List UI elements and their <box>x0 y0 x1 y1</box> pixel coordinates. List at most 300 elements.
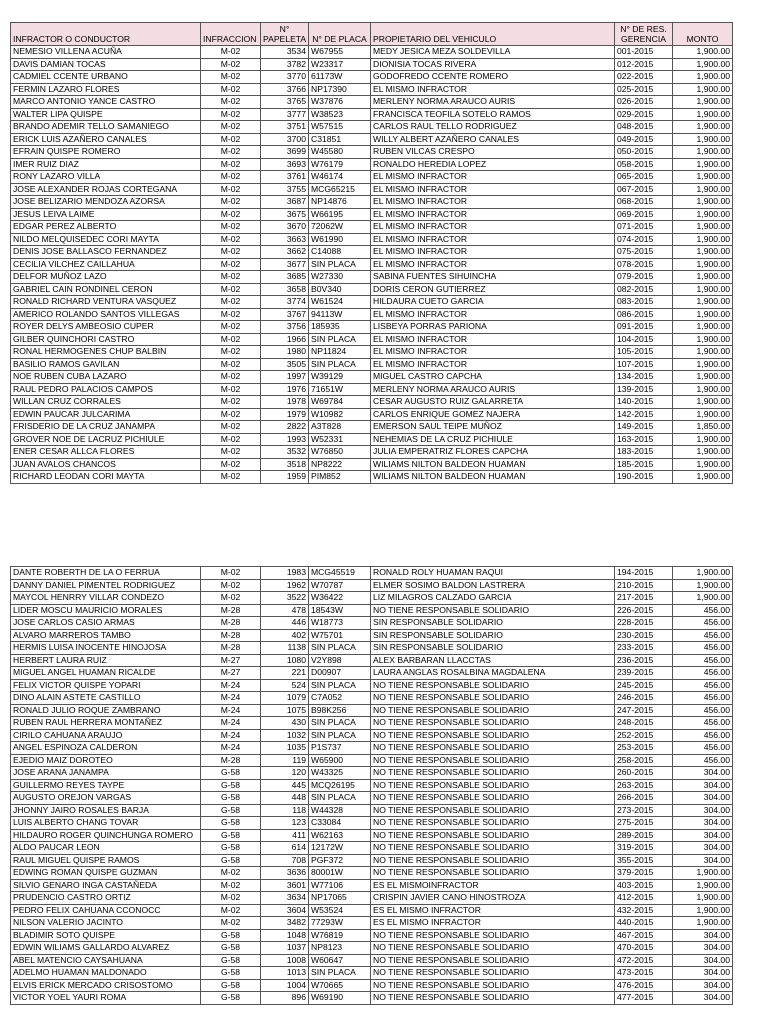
resolucion-cell: 236-2015 <box>615 654 673 667</box>
propietario-cell: NO TIENE RESPONSABLE SOLIDARIO <box>371 729 615 742</box>
papeleta-cell: 1048 <box>261 929 309 942</box>
propietario-cell: NEHEMIAS DE LA CRUZ PICHIULE <box>371 433 615 446</box>
propietario-cell: CARLOS ENRIQUE GOMEZ NAJERA <box>371 408 615 421</box>
resolucion-cell: 226-2015 <box>615 604 673 617</box>
papeleta-cell: 3662 <box>261 246 309 259</box>
monto-cell: 1,900.00 <box>673 183 733 196</box>
monto-cell: 1,900.00 <box>673 58 733 71</box>
monto-cell: 304.00 <box>673 942 733 955</box>
table-row <box>11 358 733 371</box>
conductor-cell: DENIS JOSE BALLASCO FERNANDEZ <box>11 246 201 259</box>
resolucion-cell: 104-2015 <box>615 333 673 346</box>
monto-cell: 1,900.00 <box>673 458 733 471</box>
papeleta-cell: 1979 <box>261 408 309 421</box>
resolucion-cell: 273-2015 <box>615 804 673 817</box>
propietario-cell: SABINA FUENTES SIHUINCHA <box>371 271 615 284</box>
placa-cell: MCG65215 <box>309 183 371 196</box>
monto-cell: 1,900.00 <box>673 158 733 171</box>
placa-cell: MCQ26195 <box>309 779 371 792</box>
infraccion-cell: M-02 <box>201 917 261 930</box>
placa-cell: NP14876 <box>309 196 371 209</box>
conductor-cell: FELIX VICTOR QUISPE YOPARI <box>11 679 201 692</box>
conductor-cell: EJEDIO MAIZ DOROTEO <box>11 754 201 767</box>
papeleta-cell: 3658 <box>261 283 309 296</box>
placa-cell: W61990 <box>309 233 371 246</box>
monto-cell: 456.00 <box>673 742 733 755</box>
propietario-cell: NO TIENE RESPONSABLE SOLIDARIO <box>371 967 615 980</box>
resolucion-cell: 091-2015 <box>615 321 673 334</box>
infraccion-cell: M-02 <box>201 146 261 159</box>
papeleta-cell: 1966 <box>261 333 309 346</box>
monto-cell: 304.00 <box>673 767 733 780</box>
monto-cell: 456.00 <box>673 604 733 617</box>
infraccion-cell: M-02 <box>201 371 261 384</box>
resolucion-cell: 058-2015 <box>615 158 673 171</box>
fines-table-bottom-body <box>11 567 733 1005</box>
propietario-cell: GODOFREDO CCENTE ROMERO <box>371 71 615 84</box>
monto-cell: 1,900.00 <box>673 358 733 371</box>
monto-cell: 456.00 <box>673 679 733 692</box>
propietario-cell: EL MISMO INFRACTOR <box>371 221 615 234</box>
placa-cell: 80001W <box>309 867 371 880</box>
resolucion-cell: 247-2015 <box>615 704 673 717</box>
propietario-cell: EL MISMO INFRACTOR <box>371 183 615 196</box>
conductor-cell: ABEL MATENCIO CAYSAHUANA <box>11 954 201 967</box>
papeleta-cell: 478 <box>261 604 309 617</box>
table-row <box>11 408 733 421</box>
table-row <box>11 183 733 196</box>
propietario-cell: NO TIENE RESPONSABLE SOLIDARIO <box>371 679 615 692</box>
resolucion-cell: 048-2015 <box>615 121 673 134</box>
monto-cell: 1,900.00 <box>673 71 733 84</box>
table-row <box>11 258 733 271</box>
conductor-cell: VICTOR YOEL YAURI ROMA <box>11 992 201 1005</box>
resolucion-cell: 239-2015 <box>615 667 673 680</box>
papeleta-cell: 3687 <box>261 196 309 209</box>
resolucion-cell: 260-2015 <box>615 767 673 780</box>
monto-cell: 304.00 <box>673 929 733 942</box>
table-row <box>11 867 733 880</box>
monto-cell: 304.00 <box>673 804 733 817</box>
infraccion-cell: M-02 <box>201 396 261 409</box>
resolucion-cell: 252-2015 <box>615 729 673 742</box>
conductor-cell: ANGEL ESPINOZA CALDERON <box>11 742 201 755</box>
table-row <box>11 692 733 705</box>
resolucion-cell: 403-2015 <box>615 879 673 892</box>
conductor-cell: ROYER DELYS AMBEOSIO CUPER <box>11 321 201 334</box>
resolucion-cell: 266-2015 <box>615 792 673 805</box>
resolucion-cell: 069-2015 <box>615 208 673 221</box>
table-row <box>11 904 733 917</box>
propietario-cell: NO TIENE RESPONSABLE SOLIDARIO <box>371 742 615 755</box>
papeleta-cell: 1080 <box>261 654 309 667</box>
resolucion-cell: 210-2015 <box>615 579 673 592</box>
infraccion-cell: M-02 <box>201 108 261 121</box>
resolucion-cell: 467-2015 <box>615 929 673 942</box>
propietario-cell: HILDAURA CUETO GARCIA <box>371 296 615 309</box>
placa-cell: W69784 <box>309 396 371 409</box>
papeleta-cell: 3770 <box>261 71 309 84</box>
conductor-cell: DANTE ROBERTH DE LA O FERRUA <box>11 567 201 580</box>
table-row <box>11 321 733 334</box>
monto-cell: 456.00 <box>673 629 733 642</box>
papeleta-cell: 3755 <box>261 183 309 196</box>
header-papeleta: N° PAPELETA <box>261 23 309 46</box>
monto-cell: 1,900.00 <box>673 321 733 334</box>
conductor-cell: LIDER MOSCU MAURICIO MORALES <box>11 604 201 617</box>
propietario-cell: ES EL MISMO INFRACTOR <box>371 904 615 917</box>
infraccion-cell: M-02 <box>201 471 261 484</box>
table-row <box>11 792 733 805</box>
resolucion-cell: 477-2015 <box>615 992 673 1005</box>
table-row <box>11 804 733 817</box>
fines-table-bottom <box>10 566 733 1005</box>
infraccion-cell: M-24 <box>201 704 261 717</box>
papeleta-cell: 1980 <box>261 346 309 359</box>
infraccion-cell: M-02 <box>201 208 261 221</box>
table-row <box>11 729 733 742</box>
papeleta-cell: 3699 <box>261 146 309 159</box>
papeleta-cell: 3693 <box>261 158 309 171</box>
propietario-cell: LISBEYA PORRAS PARIONA <box>371 321 615 334</box>
monto-cell: 1,900.00 <box>673 471 733 484</box>
conductor-cell: NOE RUBEN CUBA LAZARO <box>11 371 201 384</box>
monto-cell: 1,900.00 <box>673 83 733 96</box>
placa-cell: SIN PLACA <box>309 358 371 371</box>
propietario-cell: NO TIENE RESPONSABLE SOLIDARIO <box>371 754 615 767</box>
conductor-cell: RONAL HERMOGENES CHUP BALBIN <box>11 346 201 359</box>
placa-cell: SIN PLACA <box>309 642 371 655</box>
resolucion-cell: 319-2015 <box>615 842 673 855</box>
infraccion-cell: M-02 <box>201 233 261 246</box>
placa-cell: B98K256 <box>309 704 371 717</box>
placa-cell: W60647 <box>309 954 371 967</box>
monto-cell: 1,900.00 <box>673 371 733 384</box>
infraccion-cell: M-02 <box>201 383 261 396</box>
placa-cell: W27330 <box>309 271 371 284</box>
conductor-cell: EDGAR PEREZ ALBERTO <box>11 221 201 234</box>
placa-cell: W75701 <box>309 629 371 642</box>
resolucion-cell: 050-2015 <box>615 146 673 159</box>
monto-cell: 304.00 <box>673 954 733 967</box>
infraccion-cell: M-02 <box>201 408 261 421</box>
conductor-cell: AUGUSTO OREJON VARGAS <box>11 792 201 805</box>
placa-cell: PGF372 <box>309 854 371 867</box>
monto-cell: 304.00 <box>673 842 733 855</box>
resolucion-cell: 074-2015 <box>615 233 673 246</box>
placa-cell: 61173W <box>309 71 371 84</box>
propietario-cell: FRANCISCA TEOFILA SOTELO RAMOS <box>371 108 615 121</box>
propietario-cell: EL MISMO INFRACTOR <box>371 346 615 359</box>
conductor-cell: GILBER QUINCHORI CASTRO <box>11 333 201 346</box>
resolucion-cell: 289-2015 <box>615 829 673 842</box>
table-row <box>11 171 733 184</box>
infraccion-cell: M-02 <box>201 183 261 196</box>
papeleta-cell: 120 <box>261 767 309 780</box>
resolucion-cell: 083-2015 <box>615 296 673 309</box>
papeleta-cell: 3700 <box>261 133 309 146</box>
header-propietario: PROPIETARIO DEL VEHICULO <box>371 23 615 46</box>
propietario-cell: NO TIENE RESPONSABLE SOLIDARIO <box>371 929 615 942</box>
placa-cell: W76819 <box>309 929 371 942</box>
monto-cell: 1,900.00 <box>673 208 733 221</box>
papeleta-cell: 2822 <box>261 421 309 434</box>
infraccion-cell: M-02 <box>201 879 261 892</box>
placa-cell: W43325 <box>309 767 371 780</box>
conductor-cell: NEMESIO VILLENA ACUÑA <box>11 46 201 59</box>
conductor-cell: ADELMO HUAMAN MALDONADO <box>11 967 201 980</box>
conductor-cell: CADMIEL CCENTE URBANO <box>11 71 201 84</box>
infraccion-cell: M-02 <box>201 567 261 580</box>
table-row <box>11 196 733 209</box>
papeleta-cell: 3601 <box>261 879 309 892</box>
resolucion-cell: 263-2015 <box>615 779 673 792</box>
monto-cell: 304.00 <box>673 779 733 792</box>
conductor-cell: DANNY DANIEL PIMENTEL RODRIGUEZ <box>11 579 201 592</box>
conductor-cell: GROVER NOE DE LACRUZ PICHIULE <box>11 433 201 446</box>
infraccion-cell: M-02 <box>201 196 261 209</box>
table-row <box>11 754 733 767</box>
papeleta-cell: 1035 <box>261 742 309 755</box>
papeleta-cell: 1037 <box>261 942 309 955</box>
infraccion-cell: G-58 <box>201 792 261 805</box>
papeleta-cell: 3774 <box>261 296 309 309</box>
fines-table-top-body <box>11 23 733 484</box>
conductor-cell: ELVIS ERICK MERCADO CRISOSTOMO <box>11 979 201 992</box>
resolucion-cell: 470-2015 <box>615 942 673 955</box>
resolucion-cell: 183-2015 <box>615 446 673 459</box>
infraccion-cell: G-58 <box>201 979 261 992</box>
table-row <box>11 579 733 592</box>
monto-cell: 1,900.00 <box>673 867 733 880</box>
infraccion-cell: M-02 <box>201 221 261 234</box>
conductor-cell: EDWIN PAUCAR JULCARIMA <box>11 408 201 421</box>
papeleta-cell: 3670 <box>261 221 309 234</box>
propietario-cell: EL MISMO INFRACTOR <box>371 208 615 221</box>
infraccion-cell: G-58 <box>201 992 261 1005</box>
monto-cell: 1,900.00 <box>673 904 733 917</box>
propietario-cell: NO TIENE RESPONSABLE SOLIDARIO <box>371 992 615 1005</box>
header-placa: N° DE PLACA <box>309 23 371 46</box>
table-row <box>11 208 733 221</box>
infraccion-cell: G-58 <box>201 954 261 967</box>
table-row <box>11 642 733 655</box>
monto-cell: 456.00 <box>673 729 733 742</box>
propietario-cell: NO TIENE RESPONSABLE SOLIDARIO <box>371 942 615 955</box>
propietario-cell: MIGUEL CASTRO CAPCHA <box>371 371 615 384</box>
conductor-cell: DELFOR MUÑOZ LAZO <box>11 271 201 284</box>
papeleta-cell: 411 <box>261 829 309 842</box>
infraccion-cell: G-58 <box>201 804 261 817</box>
infraccion-cell: M-27 <box>201 667 261 680</box>
monto-cell: 456.00 <box>673 654 733 667</box>
resolucion-cell: 473-2015 <box>615 967 673 980</box>
placa-cell: SIN PLACA <box>309 333 371 346</box>
monto-cell: 1,900.00 <box>673 121 733 134</box>
monto-cell: 1,900.00 <box>673 271 733 284</box>
table-row <box>11 779 733 792</box>
conductor-cell: ENER CESAR ALLCA FLORES <box>11 446 201 459</box>
conductor-cell: JOSE CARLOS CASIO ARMAS <box>11 617 201 630</box>
conductor-cell: IMER RUIZ DIAZ <box>11 158 201 171</box>
resolucion-cell: 355-2015 <box>615 854 673 867</box>
infraccion-cell: M-02 <box>201 96 261 109</box>
placa-cell: PIM852 <box>309 471 371 484</box>
conductor-cell: JOSE ALEXANDER ROJAS CORTEGANA <box>11 183 201 196</box>
infraccion-cell: M-28 <box>201 642 261 655</box>
resolucion-cell: 163-2015 <box>615 433 673 446</box>
placa-cell: W62163 <box>309 829 371 842</box>
propietario-cell: SIN RESPONSABLE SOLIDARIO <box>371 642 615 655</box>
infraccion-cell: M-02 <box>201 46 261 59</box>
infraccion-cell: M-02 <box>201 258 261 271</box>
monto-cell: 1,900.00 <box>673 133 733 146</box>
placa-cell: W66195 <box>309 208 371 221</box>
propietario-cell: CRISPIN JAVIER CANO HINOSTROZA <box>371 892 615 905</box>
infraccion-cell: M-02 <box>201 283 261 296</box>
placa-cell: 185935 <box>309 321 371 334</box>
infraccion-cell: M-02 <box>201 579 261 592</box>
papeleta-cell: 3534 <box>261 46 309 59</box>
propietario-cell: NO TIENE RESPONSABLE SOLIDARIO <box>371 717 615 730</box>
infraccion-cell: M-27 <box>201 654 261 667</box>
resolucion-cell: 067-2015 <box>615 183 673 196</box>
infraccion-cell: M-02 <box>201 271 261 284</box>
resolucion-cell: 472-2015 <box>615 954 673 967</box>
propietario-cell: NO TIENE RESPONSABLE SOLIDARIO <box>371 604 615 617</box>
papeleta-cell: 3505 <box>261 358 309 371</box>
conductor-cell: NILDO MELQUISEDEC CORI MAYTA <box>11 233 201 246</box>
header-monto: MONTO <box>673 23 733 46</box>
papeleta-cell: 3518 <box>261 458 309 471</box>
infraccion-cell: G-58 <box>201 767 261 780</box>
monto-cell: 1,900.00 <box>673 592 733 605</box>
propietario-cell: EMERSON SAUL TEIPE MUÑOZ <box>371 421 615 434</box>
resolucion-cell: 065-2015 <box>615 171 673 184</box>
placa-cell: SIN PLACA <box>309 729 371 742</box>
conductor-cell: LUIS ALBERTO CHANG TOVAR <box>11 817 201 830</box>
conductor-cell: ERICK LUIS AZAÑERO CANALES <box>11 133 201 146</box>
placa-cell: C31851 <box>309 133 371 146</box>
header-conductor: INFRACTOR O CONDUCTOR <box>11 23 201 46</box>
table-row <box>11 654 733 667</box>
placa-cell: W23317 <box>309 58 371 71</box>
resolucion-cell: 440-2015 <box>615 917 673 930</box>
propietario-cell: WILLY ALBERT AZAÑERO CANALES <box>371 133 615 146</box>
table-row <box>11 704 733 717</box>
monto-cell: 456.00 <box>673 617 733 630</box>
placa-cell: W37876 <box>309 96 371 109</box>
papeleta-cell: 3636 <box>261 867 309 880</box>
table-row <box>11 829 733 842</box>
resolucion-cell: 078-2015 <box>615 258 673 271</box>
table-row <box>11 929 733 942</box>
propietario-cell: NO TIENE RESPONSABLE SOLIDARIO <box>371 829 615 842</box>
resolucion-cell: 049-2015 <box>615 133 673 146</box>
propietario-cell: JULIA EMPERATRIZ FLORES CAPCHA <box>371 446 615 459</box>
infraccion-cell: M-24 <box>201 692 261 705</box>
propietario-cell: MEDY JESICA MEZA SOLDEVILLA <box>371 46 615 59</box>
placa-cell: 72062W <box>309 221 371 234</box>
papeleta-cell: 1013 <box>261 967 309 980</box>
placa-cell: NP8222 <box>309 458 371 471</box>
monto-cell: 304.00 <box>673 992 733 1005</box>
table-row <box>11 679 733 692</box>
monto-cell: 456.00 <box>673 692 733 705</box>
papeleta-cell: 1004 <box>261 979 309 992</box>
propietario-cell: WILIAMS NILTON BALDEON HUAMAN <box>371 471 615 484</box>
propietario-cell: EL MISMO INFRACTOR <box>371 233 615 246</box>
table-row <box>11 954 733 967</box>
conductor-cell: RICHARD LEODAN CORI MAYTA <box>11 471 201 484</box>
monto-cell: 1,900.00 <box>673 233 733 246</box>
header-row <box>11 23 733 46</box>
propietario-cell: EL MISMO INFRACTOR <box>371 171 615 184</box>
monto-cell: 1,900.00 <box>673 917 733 930</box>
papeleta-cell: 524 <box>261 679 309 692</box>
conductor-cell: GABRIEL CAIN RONDINEL CERON <box>11 283 201 296</box>
papeleta-cell: 3532 <box>261 446 309 459</box>
table-row <box>11 96 733 109</box>
propietario-cell: WILIAMS NILTON BALDEON HUAMAN <box>371 458 615 471</box>
table-row <box>11 221 733 234</box>
table-row <box>11 767 733 780</box>
placa-cell: W61524 <box>309 296 371 309</box>
header-infraccion: INFRACCION <box>201 23 261 46</box>
placa-cell: W76850 <box>309 446 371 459</box>
resolucion-cell: 217-2015 <box>615 592 673 605</box>
placa-cell: C7A052 <box>309 692 371 705</box>
placa-cell: B0V340 <box>309 283 371 296</box>
infraccion-cell: M-02 <box>201 904 261 917</box>
papeleta-cell: 1978 <box>261 396 309 409</box>
fines-table-top <box>10 22 733 484</box>
infraccion-cell: M-02 <box>201 71 261 84</box>
resolucion-cell: 275-2015 <box>615 817 673 830</box>
conductor-cell: FERMIN LAZARO FLORES <box>11 83 201 96</box>
propietario-cell: NO TIENE RESPONSABLE SOLIDARIO <box>371 817 615 830</box>
infraccion-cell: M-02 <box>201 421 261 434</box>
monto-cell: 1,900.00 <box>673 892 733 905</box>
propietario-cell: NO TIENE RESPONSABLE SOLIDARIO <box>371 954 615 967</box>
resolucion-cell: 071-2015 <box>615 221 673 234</box>
resolucion-cell: 230-2015 <box>615 629 673 642</box>
monto-cell: 1,900.00 <box>673 146 733 159</box>
infraccion-cell: M-02 <box>201 433 261 446</box>
infraccion-cell: M-02 <box>201 58 261 71</box>
infraccion-cell: M-02 <box>201 358 261 371</box>
infraccion-cell: G-58 <box>201 817 261 830</box>
table-row <box>11 458 733 471</box>
table-row <box>11 146 733 159</box>
papeleta-cell: 3663 <box>261 233 309 246</box>
conductor-cell: MAYCOL HENRRY VILLAR CONDEZO <box>11 592 201 605</box>
resolucion-cell: 022-2015 <box>615 71 673 84</box>
propietario-cell: EL MISMO INFRACTOR <box>371 308 615 321</box>
placa-cell: SIN PLACA <box>309 679 371 692</box>
propietario-cell: NO TIENE RESPONSABLE SOLIDARIO <box>371 692 615 705</box>
conductor-cell: EFRAIN QUISPE ROMERO <box>11 146 201 159</box>
propietario-cell: SIN RESPONSABLE SOLIDARIO <box>371 629 615 642</box>
infraccion-cell: M-02 <box>201 346 261 359</box>
monto-cell: 1,900.00 <box>673 579 733 592</box>
propietario-cell: NO TIENE RESPONSABLE SOLIDARIO <box>371 779 615 792</box>
propietario-cell: DORIS CERON GUTIERREZ <box>371 283 615 296</box>
placa-cell: C33084 <box>309 817 371 830</box>
table-row <box>11 83 733 96</box>
table-row <box>11 917 733 930</box>
infraccion-cell: M-24 <box>201 742 261 755</box>
